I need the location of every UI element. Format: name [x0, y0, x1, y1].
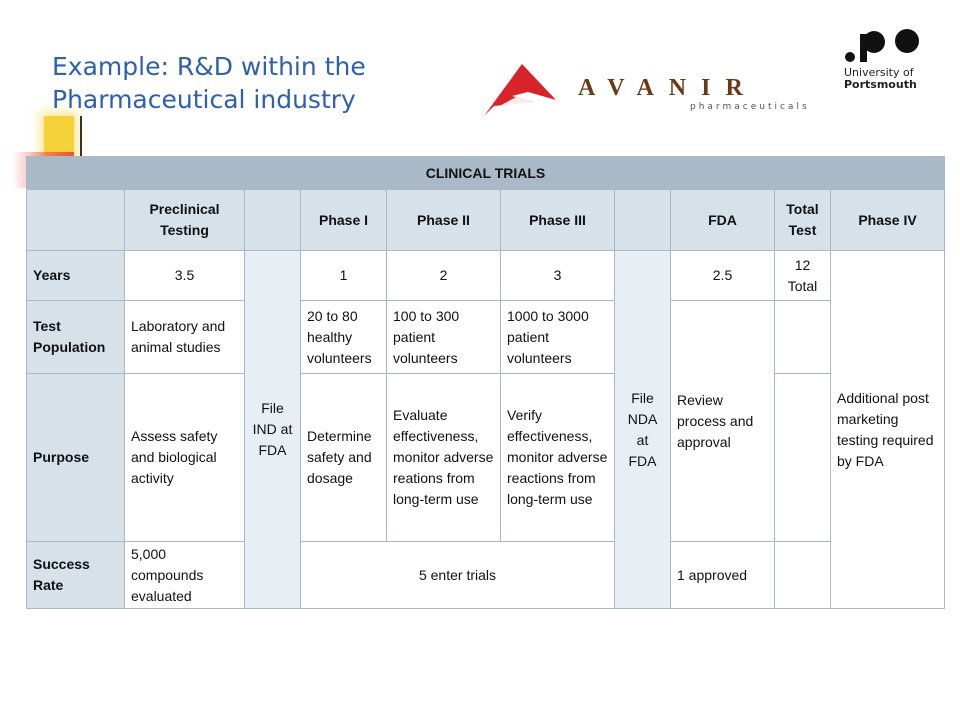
- phase4-description: Additional post marketing testing required by FDA: [831, 251, 945, 609]
- slide-title-line1: Example: R&D within the: [52, 52, 366, 81]
- avanir-logo: [482, 62, 810, 118]
- row-label-years: Years: [27, 251, 125, 301]
- years-phase1: 1: [301, 251, 387, 301]
- purpose-total-blank: [775, 374, 831, 542]
- avanir-swoosh-icon: [482, 62, 560, 118]
- years-phase2: 2: [387, 251, 501, 301]
- population-phase1: 20 to 80 healthy volunteers: [301, 301, 387, 374]
- success-phases: 5 enter trials: [301, 542, 615, 609]
- header-corner: [27, 190, 125, 251]
- university-name-line2: Portsmouth: [844, 78, 917, 91]
- header-phase2: Phase II: [387, 190, 501, 251]
- row-label-purpose: Purpose: [27, 374, 125, 542]
- slide-title-line2: Pharmaceutical industry: [52, 85, 356, 114]
- years-phase3: 3: [501, 251, 615, 301]
- population-total-blank: [775, 301, 831, 374]
- table-banner: CLINICAL TRIALS: [27, 157, 945, 190]
- header-preclinical: Preclinical Testing: [125, 190, 245, 251]
- university-logo: [842, 28, 942, 92]
- file-nda-cell: File NDA at FDA: [615, 251, 671, 609]
- purpose-phase2: Evaluate effectiveness, monitor adverse reations from long-term use: [387, 374, 501, 542]
- decorative-line: [80, 116, 82, 160]
- university-name-line1: University of: [844, 66, 914, 79]
- avanir-wordmark: AVANIR: [578, 75, 758, 101]
- header-phase4: Phase IV: [831, 190, 945, 251]
- success-fda: 1 approved: [671, 542, 775, 609]
- purpose-phase1: Determine safety and dosage: [301, 374, 387, 542]
- slide-title: [52, 50, 452, 116]
- population-preclinical: Laboratory and animal studies: [125, 301, 245, 374]
- years-fda: 2.5: [671, 251, 775, 301]
- header-phase1: Phase I: [301, 190, 387, 251]
- purpose-phase3: Verify effectiveness, monitor adverse reactions from long-term use: [501, 374, 615, 542]
- header-total: Total Test: [775, 190, 831, 251]
- row-label-population: Test Population: [27, 301, 125, 374]
- success-total-blank: [775, 542, 831, 609]
- header-blank-nda: [615, 190, 671, 251]
- years-preclinical: 3.5: [125, 251, 245, 301]
- population-phase2: 100 to 300 patient volunteers: [387, 301, 501, 374]
- success-preclinical: 5,000 compounds evaluated: [125, 542, 245, 609]
- years-total: 12 Total: [775, 251, 831, 301]
- avanir-subtitle: pharmaceuticals: [690, 102, 810, 112]
- header-blank-ind: [245, 190, 301, 251]
- row-label-success: Success Rate: [27, 542, 125, 609]
- header-phase3: Phase III: [501, 190, 615, 251]
- population-phase3: 1000 to 3000 patient volunteers: [501, 301, 615, 374]
- header-fda: FDA: [671, 190, 775, 251]
- fda-review-cell: Review process and approval: [671, 301, 775, 542]
- purpose-preclinical: Assess safety and biological activity: [125, 374, 245, 542]
- clinical-trials-table: [26, 156, 945, 609]
- university-dots-icon: [844, 28, 924, 64]
- file-ind-cell: File IND at FDA: [245, 251, 301, 609]
